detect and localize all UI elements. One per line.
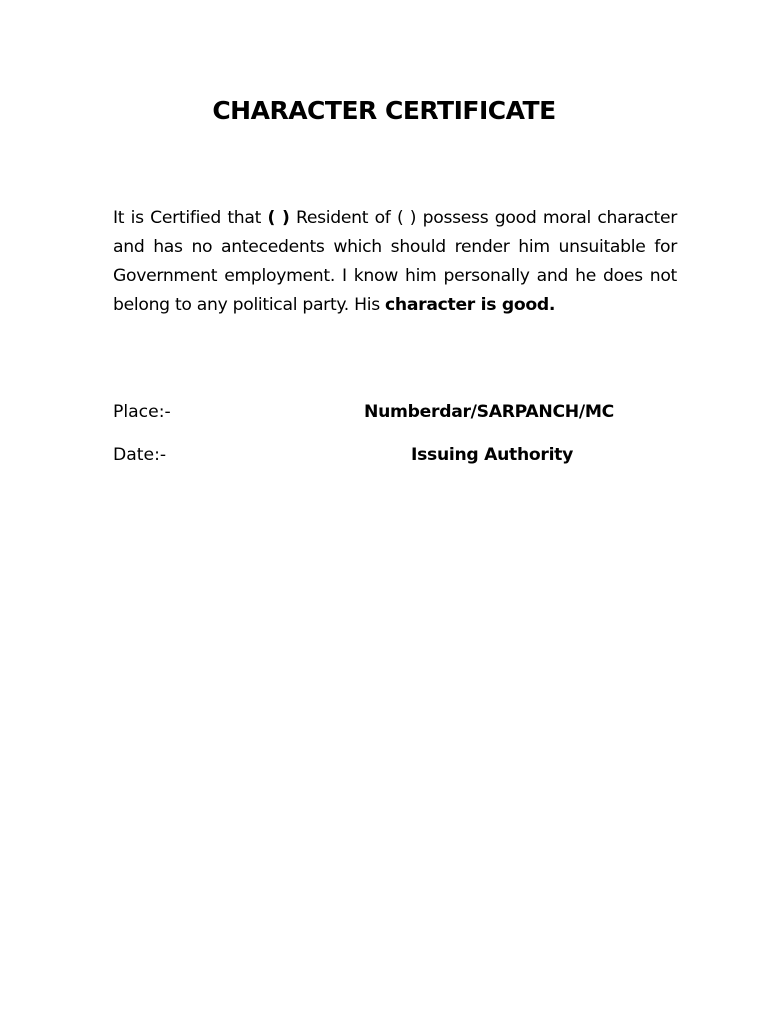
body-text-part-1: It is Certified that (113, 208, 268, 228)
date-label: Date:- (113, 445, 167, 465)
body-text-bold-blank: ( ) (267, 208, 290, 228)
signatory-role: Issuing Authority (411, 445, 573, 465)
certificate-body (113, 204, 677, 320)
body-text-part-2: Resident of ( ) possess good moral character and has no antecedents which should render him unsuitable for Government employment. I know him personally and he does not belong to any political party. His (113, 208, 678, 315)
body-text-bold-conclusion: character is good. (385, 295, 556, 315)
place-label: Place:- (113, 402, 171, 422)
page-title: CHARACTER CERTIFICATE (212, 96, 556, 125)
signatory-title: Numberdar/SARPANCH/MC (364, 402, 614, 422)
